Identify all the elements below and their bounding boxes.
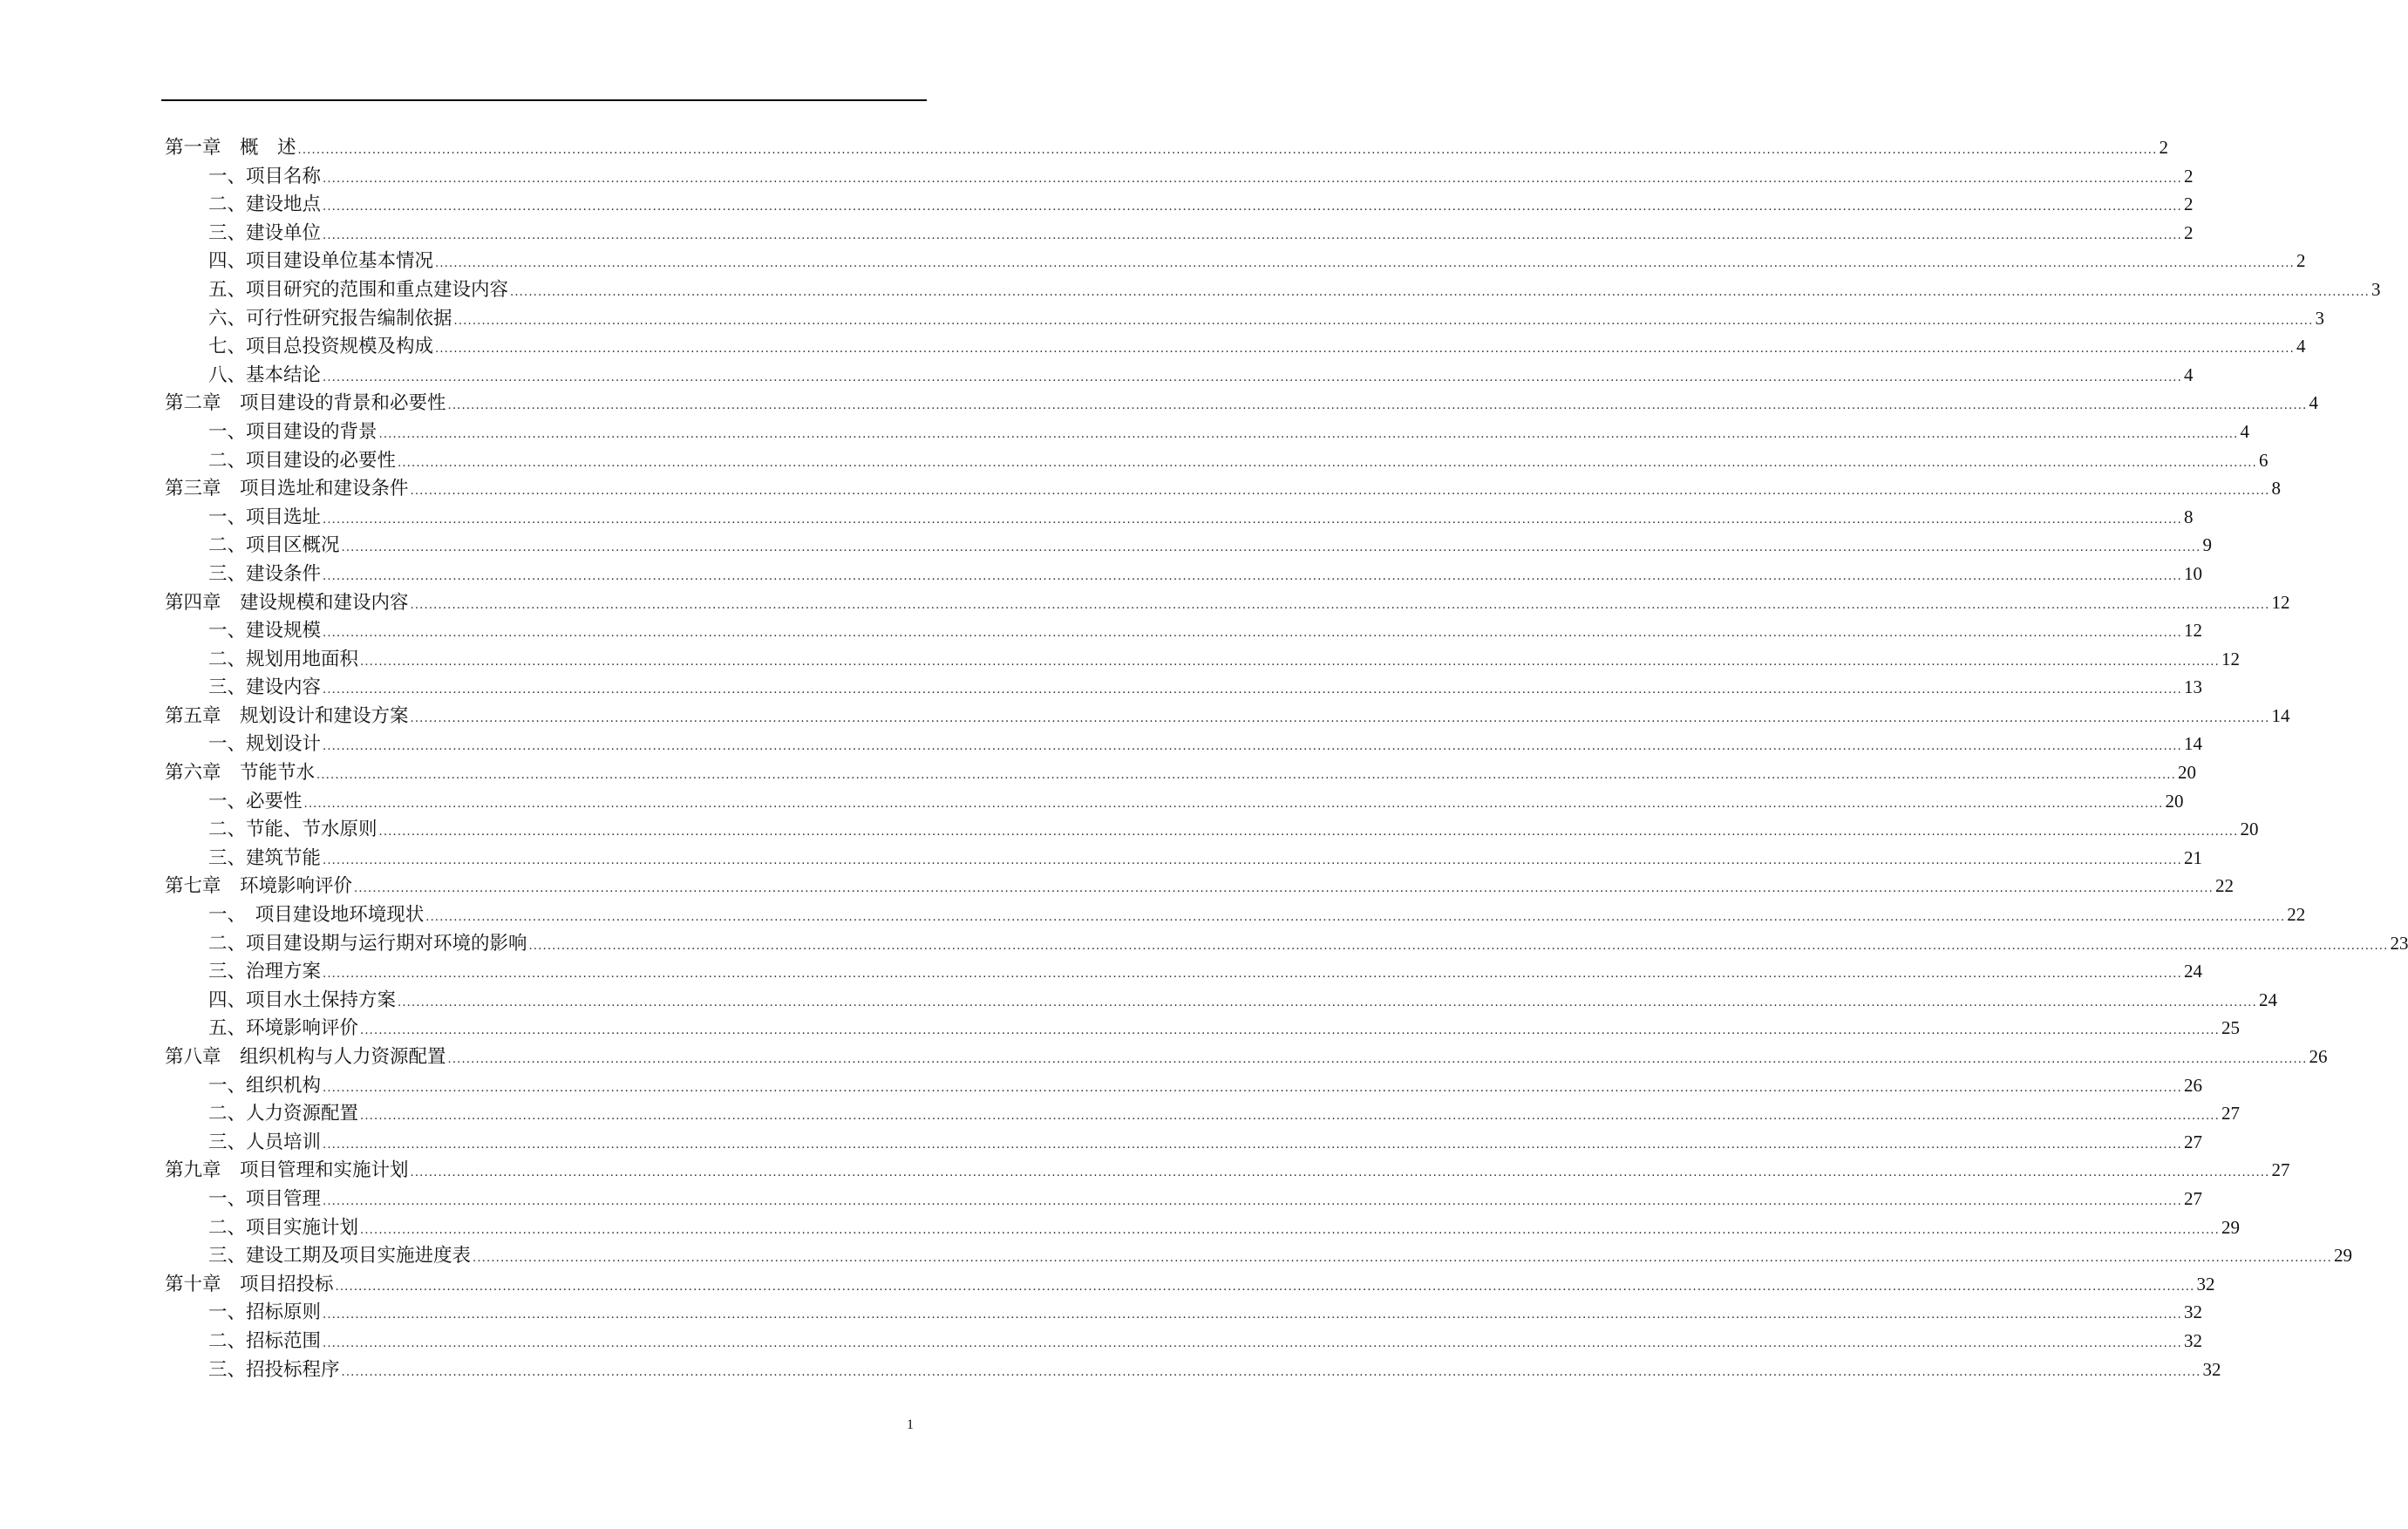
toc-entry-label: 二、项目实施计划 (208, 1216, 359, 1239)
toc-section-entry[interactable] (165, 645, 2240, 674)
toc-entry-label: 一、必要性 (208, 790, 303, 812)
toc-entry-page-number: 4 (2183, 364, 2194, 385)
toc-section-entry[interactable] (165, 1356, 2221, 1384)
toc-section-entry[interactable] (165, 361, 2194, 390)
toc-entry-label: 三、治理方案 (208, 961, 322, 983)
toc-entry-label: 第二章 项目建设的背景和必要性 (165, 392, 446, 415)
toc-entry-page-number: 24 (2183, 961, 2202, 982)
toc-dot-leader: ................................................................................................................................................................................................................................................................................................................................................................................................................ (410, 485, 2270, 499)
toc-dot-leader: ................................................................................................................................................................................................................................................................................................................................................................................................................ (473, 1252, 2332, 1266)
toc-dot-leader: ................................................................................................................................................................................................................................................................................................................................................................................................................ (303, 797, 2164, 811)
toc-entry-label: 五、项目研究的范围和重点建设内容 (208, 278, 509, 301)
toc-dot-leader: ................................................................................................................................................................................................................................................................................................................................................................................................................ (341, 1365, 2201, 1379)
toc-dot-leader: ................................................................................................................................................................................................................................................................................................................................................................................................................ (425, 911, 2286, 925)
toc-dot-leader: ................................................................................................................................................................................................................................................................................................................................................................................................................ (360, 1024, 2220, 1038)
toc-entry-label: 二、招标范围 (208, 1329, 322, 1352)
toc-chapter-entry[interactable] (165, 474, 2281, 503)
toc-dot-leader: ................................................................................................................................................................................................................................................................................................................................................................................................................ (323, 1336, 2182, 1350)
toc-entry-label: 五、环境影响评价 (208, 1017, 359, 1040)
toc-section-entry[interactable] (165, 503, 2194, 532)
toc-chapter-entry[interactable] (165, 133, 2168, 162)
toc-dot-leader: ................................................................................................................................................................................................................................................................................................................................................................................................................ (323, 200, 2182, 214)
toc-dot-leader: ................................................................................................................................................................................................................................................................................................................................................................................................................ (323, 513, 2182, 527)
toc-entry-page-number: 2 (2183, 194, 2194, 215)
toc-entry-label: 一、 项目建设地环境现状 (208, 904, 425, 927)
toc-section-entry[interactable] (165, 957, 2202, 986)
toc-entry-page-number: 29 (2333, 1245, 2352, 1267)
toc-entry-label: 第六章 节能节水 (165, 762, 316, 785)
toc-dot-leader: ................................................................................................................................................................................................................................................................................................................................................................................................................ (323, 968, 2182, 982)
toc-entry-page-number: 26 (2183, 1074, 2202, 1096)
toc-dot-leader: ................................................................................................................................................................................................................................................................................................................................................................................................................ (360, 1110, 2220, 1124)
header-rule (161, 99, 927, 101)
toc-dot-leader: ................................................................................................................................................................................................................................................................................................................................................................................................................ (323, 1081, 2182, 1095)
toc-dot-leader: ................................................................................................................................................................................................................................................................................................................................................................................................................ (410, 1166, 2270, 1180)
toc-entry-page-number: 8 (2183, 506, 2194, 527)
toc-dot-leader: ................................................................................................................................................................................................................................................................................................................................................................................................................ (316, 769, 2176, 783)
toc-section-entry[interactable] (165, 815, 2259, 844)
toc-entry-page-number: 32 (2202, 1358, 2221, 1380)
toc-entry-label: 第四章 建设规模和建设内容 (165, 591, 409, 614)
toc-entry-page-number: 21 (2183, 846, 2202, 868)
toc-entry-page-number: 32 (2196, 1273, 2215, 1295)
toc-entry-page-number: 3 (2371, 278, 2381, 300)
toc-dot-leader: ................................................................................................................................................................................................................................................................................................................................................................................................................ (435, 343, 2295, 357)
toc-entry-label: 第一章 概 述 (165, 137, 296, 159)
toc-entry-page-number: 27 (2221, 1103, 2240, 1125)
toc-entry-page-number: 27 (2183, 1131, 2202, 1152)
toc-entry-page-number: 32 (2183, 1329, 2202, 1351)
toc-dot-leader: ................................................................................................................................................................................................................................................................................................................................................................................................................ (378, 427, 2239, 441)
toc-section-entry[interactable] (165, 730, 2202, 758)
toc-entry-label: 四、项目水土保持方案 (208, 989, 397, 1011)
toc-entry-label: 一、建设规模 (208, 620, 322, 642)
toc-entry-label: 一、项目选址 (208, 506, 322, 528)
toc-entry-label: 一、项目名称 (208, 165, 322, 187)
toc-section-entry[interactable] (165, 1128, 2202, 1157)
toc-entry-page-number: 12 (2221, 648, 2240, 669)
toc-entry-label: 一、项目管理 (208, 1187, 322, 1210)
toc-entry-label: 第九章 项目管理和实施计划 (165, 1159, 409, 1182)
toc-entry-label: 一、招标原则 (208, 1301, 322, 1324)
toc-entry-page-number: 2 (2296, 250, 2306, 272)
toc-entry-label: 三、建设单位 (208, 221, 322, 244)
toc-entry-label: 二、建设地点 (208, 194, 322, 216)
toc-chapter-entry[interactable] (165, 588, 2290, 617)
toc-dot-leader: ................................................................................................................................................................................................................................................................................................................................................................................................................ (447, 399, 2308, 413)
toc-section-entry[interactable] (165, 418, 2249, 446)
toc-section-entry[interactable] (165, 446, 2269, 475)
table-of-contents (165, 133, 2408, 1383)
toc-chapter-entry[interactable] (165, 389, 2318, 418)
toc-dot-leader: ................................................................................................................................................................................................................................................................................................................................................................................................................ (297, 144, 2158, 157)
toc-entry-label: 第七章 环境影响评价 (165, 875, 353, 898)
toc-dot-leader: ................................................................................................................................................................................................................................................................................................................................................................................................................ (398, 996, 2257, 1009)
toc-section-entry[interactable] (165, 673, 2202, 702)
toc-entry-page-number: 4 (2240, 420, 2249, 442)
toc-entry-page-number: 20 (2165, 790, 2184, 812)
toc-section-entry[interactable] (165, 1213, 2240, 1242)
toc-entry-page-number: 22 (2287, 904, 2306, 926)
toc-dot-leader: ................................................................................................................................................................................................................................................................................................................................................................................................................ (341, 541, 2201, 555)
toc-section-entry[interactable] (165, 304, 2324, 333)
toc-entry-page-number: 22 (2214, 875, 2234, 897)
toc-entry-page-number: 25 (2221, 1017, 2240, 1039)
toc-section-entry[interactable] (165, 929, 2408, 958)
toc-section-entry[interactable] (165, 1185, 2202, 1213)
toc-entry-label: 一、组织机构 (208, 1074, 322, 1097)
toc-dot-leader: ................................................................................................................................................................................................................................................................................................................................................................................................................ (453, 314, 2314, 328)
toc-section-entry[interactable] (165, 1298, 2202, 1327)
toc-dot-leader: ................................................................................................................................................................................................................................................................................................................................................................................................................ (447, 1053, 2308, 1066)
toc-entry-label: 八、基本结论 (208, 364, 322, 386)
toc-dot-leader: ................................................................................................................................................................................................................................................................................................................................................................................................................ (323, 740, 2182, 754)
toc-dot-leader: ................................................................................................................................................................................................................................................................................................................................................................................................................ (410, 598, 2270, 612)
toc-section-entry[interactable] (165, 560, 2202, 588)
toc-entry-page-number: 27 (2271, 1159, 2290, 1181)
toc-section-entry[interactable] (165, 1014, 2240, 1043)
toc-entry-label: 三、建设条件 (208, 562, 322, 585)
toc-entry-label: 二、项目区概况 (208, 534, 340, 557)
toc-entry-label: 第五章 规划设计和建设方案 (165, 704, 409, 727)
toc-section-entry[interactable] (165, 1327, 2202, 1356)
toc-dot-leader: ................................................................................................................................................................................................................................................................................................................................................................................................................ (323, 1308, 2182, 1322)
toc-dot-leader: ................................................................................................................................................................................................................................................................................................................................................................................................................ (360, 1223, 2220, 1237)
toc-entry-label: 三、人员培训 (208, 1131, 322, 1153)
toc-dot-leader: ................................................................................................................................................................................................................................................................................................................................................................................................................ (335, 1280, 2195, 1294)
toc-entry-page-number: 8 (2271, 478, 2281, 499)
toc-section-entry[interactable] (165, 162, 2194, 191)
toc-entry-page-number: 14 (2183, 733, 2202, 755)
toc-dot-leader: ................................................................................................................................................................................................................................................................................................................................................................................................................ (323, 370, 2182, 384)
toc-section-entry[interactable] (165, 332, 2306, 361)
toc-entry-label: 二、项目建设期与运行期对环境的影响 (208, 932, 527, 955)
toc-section-entry[interactable] (165, 616, 2202, 645)
toc-dot-leader: ................................................................................................................................................................................................................................................................................................................................................................................................................ (323, 1138, 2182, 1152)
toc-entry-label: 二、规划用地面积 (208, 648, 359, 670)
toc-entry-label: 三、建筑节能 (208, 846, 322, 869)
toc-chapter-entry[interactable] (165, 1043, 2328, 1071)
toc-section-entry[interactable] (165, 1071, 2202, 1100)
toc-entry-page-number: 12 (2183, 620, 2202, 642)
toc-section-entry[interactable] (165, 190, 2194, 219)
toc-entry-label: 二、项目建设的必要性 (208, 449, 397, 472)
toc-entry-page-number: 26 (2309, 1046, 2328, 1067)
toc-dot-leader: ................................................................................................................................................................................................................................................................................................................................................................................................................ (354, 882, 2214, 896)
toc-entry-label: 三、建设工期及项目实施进度表 (208, 1245, 472, 1267)
toc-entry-label: 四、项目建设单位基本情况 (208, 250, 434, 273)
toc-dot-leader: ................................................................................................................................................................................................................................................................................................................................................................................................................ (323, 683, 2182, 697)
toc-entry-label: 三、建设内容 (208, 676, 322, 699)
toc-entry-page-number: 2 (2183, 165, 2194, 187)
toc-entry-page-number: 2 (2183, 221, 2194, 243)
toc-section-entry[interactable] (165, 247, 2306, 275)
toc-section-entry[interactable] (165, 787, 2184, 816)
toc-entry-page-number: 24 (2258, 989, 2277, 1010)
toc-entry-page-number: 10 (2183, 562, 2202, 584)
toc-entry-page-number: 2 (2159, 137, 2168, 158)
toc-entry-page-number: 13 (2183, 676, 2202, 698)
toc-dot-leader: ................................................................................................................................................................................................................................................................................................................................................................................................................ (323, 853, 2182, 867)
toc-chapter-entry[interactable] (165, 758, 2196, 787)
toc-dot-leader: ................................................................................................................................................................................................................................................................................................................................................................................................................ (435, 257, 2295, 271)
toc-entry-label: 第十章 项目招投标 (165, 1273, 334, 1295)
toc-entry-page-number: 9 (2202, 534, 2212, 556)
toc-dot-leader: ................................................................................................................................................................................................................................................................................................................................................................................................................ (378, 826, 2239, 839)
toc-entry-label: 第三章 项目选址和建设条件 (165, 478, 409, 500)
toc-chapter-entry[interactable] (165, 1156, 2290, 1185)
toc-section-entry[interactable] (165, 986, 2277, 1015)
toc-entry-page-number: 23 (2390, 932, 2408, 954)
toc-section-entry[interactable] (165, 900, 2306, 929)
toc-entry-page-number: 12 (2271, 591, 2290, 613)
toc-section-entry[interactable] (165, 1241, 2352, 1270)
toc-dot-leader: ................................................................................................................................................................................................................................................................................................................................................................................................................ (323, 569, 2182, 583)
toc-section-entry[interactable] (165, 844, 2202, 873)
toc-entry-page-number: 3 (2315, 307, 2324, 329)
toc-entry-page-number: 32 (2183, 1301, 2202, 1323)
toc-chapter-entry[interactable] (165, 1270, 2215, 1299)
page-number: 1 (907, 1417, 914, 1432)
toc-entry-page-number: 27 (2183, 1187, 2202, 1209)
toc-chapter-entry[interactable] (165, 872, 2234, 900)
toc-entry-page-number: 4 (2296, 336, 2306, 357)
toc-entry-page-number: 29 (2221, 1216, 2240, 1238)
toc-entry-page-number: 6 (2258, 449, 2269, 471)
toc-chapter-entry[interactable] (165, 702, 2290, 731)
toc-entry-label: 二、人力资源配置 (208, 1103, 359, 1125)
toc-dot-leader: ................................................................................................................................................................................................................................................................................................................................................................................................................ (323, 627, 2182, 641)
toc-section-entry[interactable] (165, 219, 2194, 248)
toc-entry-page-number: 4 (2309, 392, 2318, 414)
toc-entry-label: 第八章 组织机构与人力资源配置 (165, 1046, 446, 1068)
toc-section-entry[interactable] (165, 531, 2212, 560)
toc-entry-page-number: 14 (2271, 704, 2290, 726)
toc-dot-leader: ................................................................................................................................................................................................................................................................................................................................................................................................................ (323, 228, 2182, 242)
toc-entry-label: 三、招投标程序 (208, 1358, 340, 1381)
toc-dot-leader: ................................................................................................................................................................................................................................................................................................................................................................................................................ (398, 456, 2257, 470)
toc-entry-page-number: 20 (2177, 762, 2196, 784)
toc-entry-label: 一、规划设计 (208, 733, 322, 756)
toc-entry-label: 二、节能、节水原则 (208, 819, 378, 841)
toc-entry-label: 七、项目总投资规模及构成 (208, 336, 434, 358)
toc-section-entry[interactable] (165, 275, 2381, 304)
toc-section-entry[interactable] (165, 1099, 2240, 1128)
toc-entry-page-number: 20 (2240, 819, 2259, 840)
toc-dot-leader: ................................................................................................................................................................................................................................................................................................................................................................................................................ (410, 711, 2270, 725)
toc-dot-leader: ................................................................................................................................................................................................................................................................................................................................................................................................................ (360, 655, 2220, 669)
toc-entry-label: 六、可行性研究报告编制依据 (208, 307, 452, 330)
toc-dot-leader: ................................................................................................................................................................................................................................................................................................................................................................................................................ (528, 939, 2389, 953)
toc-dot-leader: ................................................................................................................................................................................................................................................................................................................................................................................................................ (323, 1194, 2182, 1208)
toc-dot-leader: ................................................................................................................................................................................................................................................................................................................................................................................................................ (323, 172, 2182, 186)
toc-entry-label: 一、项目建设的背景 (208, 420, 378, 443)
toc-dot-leader: ................................................................................................................................................................................................................................................................................................................................................................................................................ (510, 285, 2370, 299)
